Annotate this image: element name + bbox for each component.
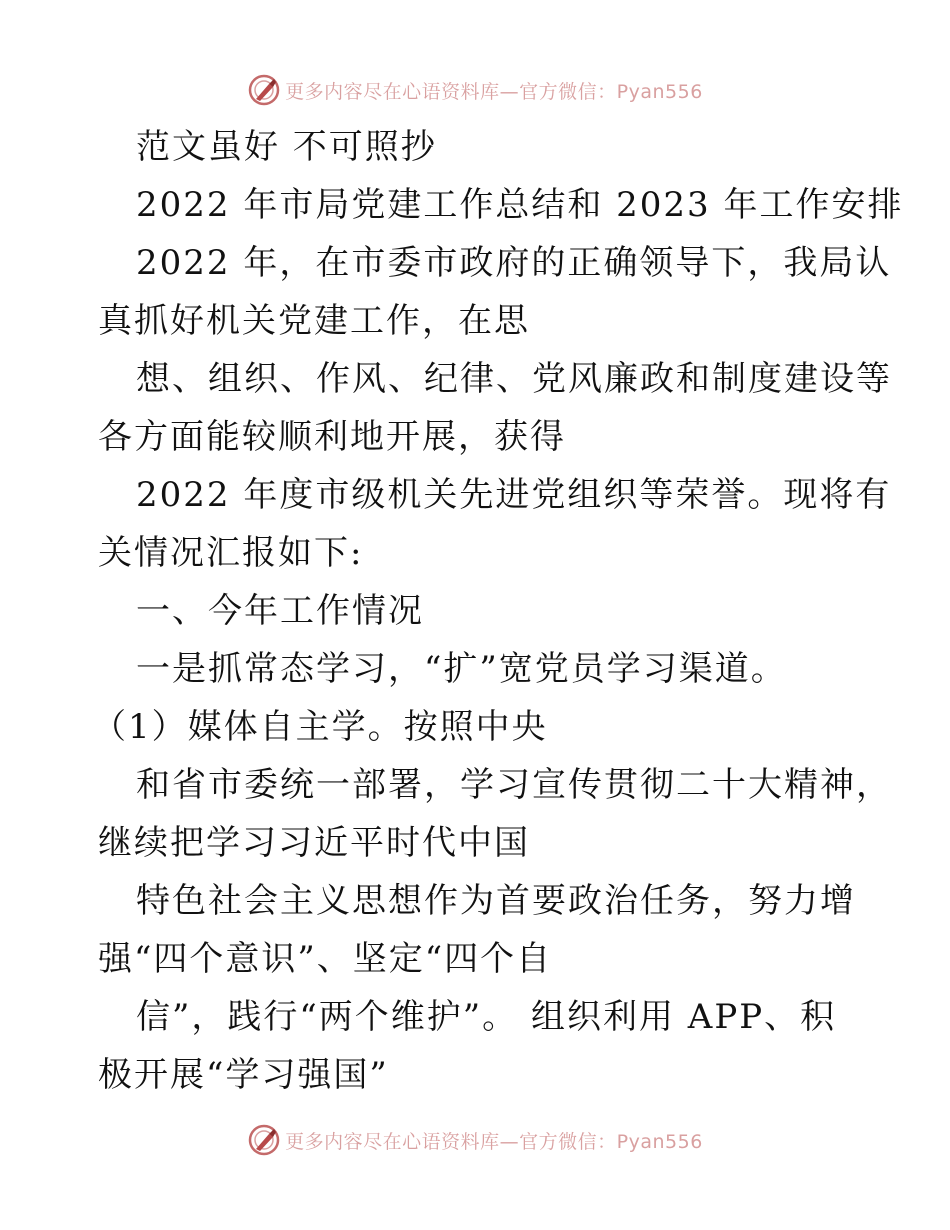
- subsection-line: （1）媒体自主学。按照中央: [92, 707, 548, 747]
- document-body: [92, 118, 904, 1104]
- pen-nib-circle-icon: [247, 1123, 281, 1157]
- watermark-content: [247, 1123, 703, 1157]
- watermark-text: 更多内容尽在心语资料库—官方微信：Pyan556: [285, 1130, 703, 1153]
- paragraph-line: 想、组织、作风、纪律、党风廉政和制度建设等: [136, 359, 892, 399]
- watermark-text: 更多内容尽在心语资料库—官方微信：Pyan556: [285, 80, 703, 103]
- watermark-content: [247, 73, 703, 107]
- paragraph-line: 和省市委统一部署，学习宣传贯彻二十大精神，: [136, 765, 892, 805]
- document-title: 2022 年市局党建工作总结和 2023 年工作安排: [136, 185, 904, 225]
- paragraph-line: 极开展“学习强国”: [98, 1055, 389, 1095]
- pen-nib-circle-icon: [247, 73, 281, 107]
- section-heading: 一、今年工作情况: [136, 591, 424, 631]
- paragraph-line: 强“四个意识”、坚定“四个自: [98, 939, 553, 979]
- paragraph-line: 真抓好机关党建工作，在思: [98, 301, 530, 341]
- paragraph-line: 2022 年度市级机关先进党组织等荣誉。现将有: [136, 475, 892, 515]
- watermark-banner-top: [0, 70, 950, 110]
- paragraph-line: 2022 年，在市委市政府的正确领导下，我局认: [136, 243, 892, 283]
- paragraph-line: 继续把学习习近平时代中国: [98, 823, 530, 863]
- paragraph-line: 关情况汇报如下:: [98, 533, 364, 573]
- paragraph-line: 各方面能较顺利地开展，获得: [98, 417, 566, 457]
- paragraph-line: 一是抓常态学习，“扩”宽党员学习渠道。: [136, 649, 787, 689]
- paragraph-line: 特色社会主义思想作为首要政治任务，努力增: [136, 881, 856, 921]
- watermark-banner-bottom: [0, 1120, 950, 1160]
- disclaimer-line: 范文虽好 不可照抄: [136, 127, 437, 167]
- paragraph-line: 信”，践行“两个维护”。 组织利用 APP、积: [136, 997, 837, 1037]
